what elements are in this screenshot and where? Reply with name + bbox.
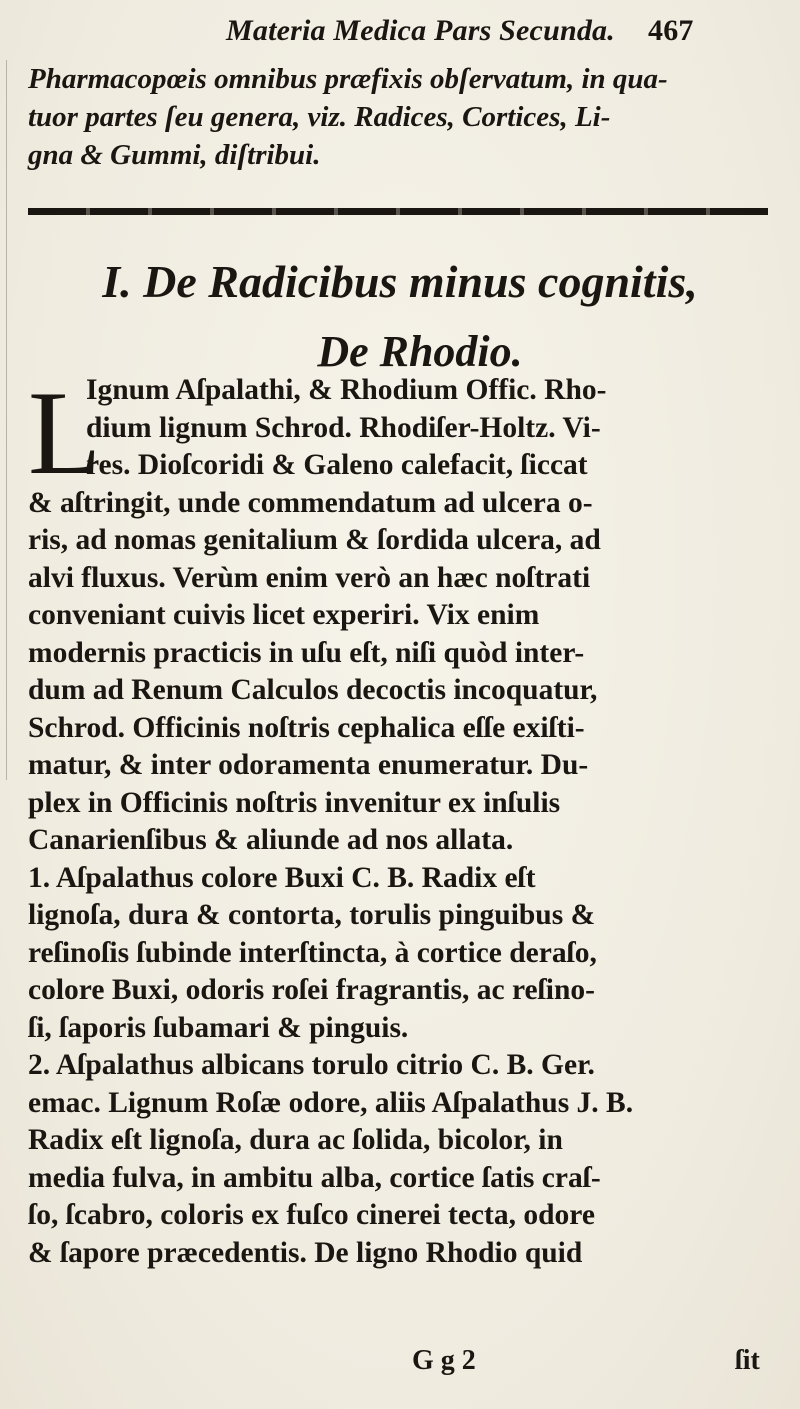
body-line: ſi, ſaporis ſubamari & pinguis. bbox=[28, 1011, 409, 1044]
body-line: Radix eſt lignoſa, dura ac ſolida, bicolor, in bbox=[28, 1124, 563, 1156]
signature-mark: G g 2 bbox=[412, 1345, 476, 1376]
intro-line: Pharmacopœis omnibus præfixis obſervatum, in qua- bbox=[28, 63, 668, 95]
body-line: res. Dioſcoridi & Galeno calefacit, ſiccat bbox=[86, 449, 588, 481]
gutter-line bbox=[6, 60, 7, 780]
intro-paragraph bbox=[28, 60, 786, 174]
body-line: modernis practicis in uſu eſt, niſi quòd inter- bbox=[28, 636, 585, 669]
running-head-title: Materia Medica Pars Secunda. bbox=[226, 14, 615, 47]
body-line: matur, & inter odoramenta enumeratur. Du- bbox=[28, 749, 589, 781]
body-line: colore Buxi, odoris roſei fragrantis, ac reſino- bbox=[28, 974, 595, 1006]
subheading: De Rhodio. bbox=[317, 327, 523, 376]
body-line: reſinoſis ſubinde interſtincta, à cortice deraſo, bbox=[28, 936, 597, 969]
intro-line: tuor partes ſeu genera, viz. Radices, Cortices, Li- bbox=[28, 101, 611, 133]
section-heading: I. De Radicibus minus cognitis, bbox=[102, 256, 698, 307]
body-line: Ignum Aſpalathi, & Rhodium Offic. Rho- bbox=[86, 374, 607, 406]
body-line: emac. Lignum Roſæ odore, aliis Aſpalathus J. B. bbox=[28, 1086, 634, 1119]
body-line: Schrod. Officinis noſtris cephalica eſſe exiſti- bbox=[28, 711, 585, 744]
body-line: dium lignum Schrod. Rhodiſer-Holtz. Vi- bbox=[86, 411, 601, 444]
body-line: & ſapore præcedentis. De ligno Rhodio quid bbox=[28, 1236, 583, 1269]
body-line: alvi fluxus. Verùm enim verò an hæc noſtrati bbox=[28, 561, 591, 594]
catchword: ſit bbox=[735, 1345, 760, 1376]
running-head bbox=[226, 14, 786, 48]
body-line: Canarienſibus & aliunde ad nos allata. bbox=[28, 824, 514, 856]
intro-line: gna & Gummi, diſtribui. bbox=[28, 139, 321, 171]
page-number: 467 bbox=[648, 14, 694, 47]
body-line: lignoſa, dura & contorta, torulis pinguibus & bbox=[28, 899, 596, 931]
body-line: conveniant cuivis licet experiri. Vix enim bbox=[28, 599, 540, 631]
ornamental-rule bbox=[28, 208, 768, 215]
body-line: ſo, ſcabro, coloris ex fuſco cinerei tecta, odore bbox=[28, 1199, 595, 1231]
drop-cap: L bbox=[28, 366, 102, 499]
body-line: media fulva, in ambitu alba, cortice ſatis craſ- bbox=[28, 1161, 601, 1194]
body-line: plex in Officinis noſtris invenitur ex inſulis bbox=[28, 786, 561, 819]
body-text bbox=[28, 366, 786, 1272]
body-line: & aſtringit, unde commendatum ad ulcera o- bbox=[28, 486, 593, 519]
body-line: ris, ad nomas genitalium & ſordida ulcera, ad bbox=[28, 524, 601, 556]
body-line: dum ad Renum Calculos decoctis incoquatur, bbox=[28, 674, 598, 706]
body-line: 2. Aſpalathus albicans torulo citrio C. B. Ger. bbox=[28, 1049, 595, 1081]
body-line: 1. Aſpalathus colore Buxi C. B. Radix eſt bbox=[28, 861, 536, 894]
